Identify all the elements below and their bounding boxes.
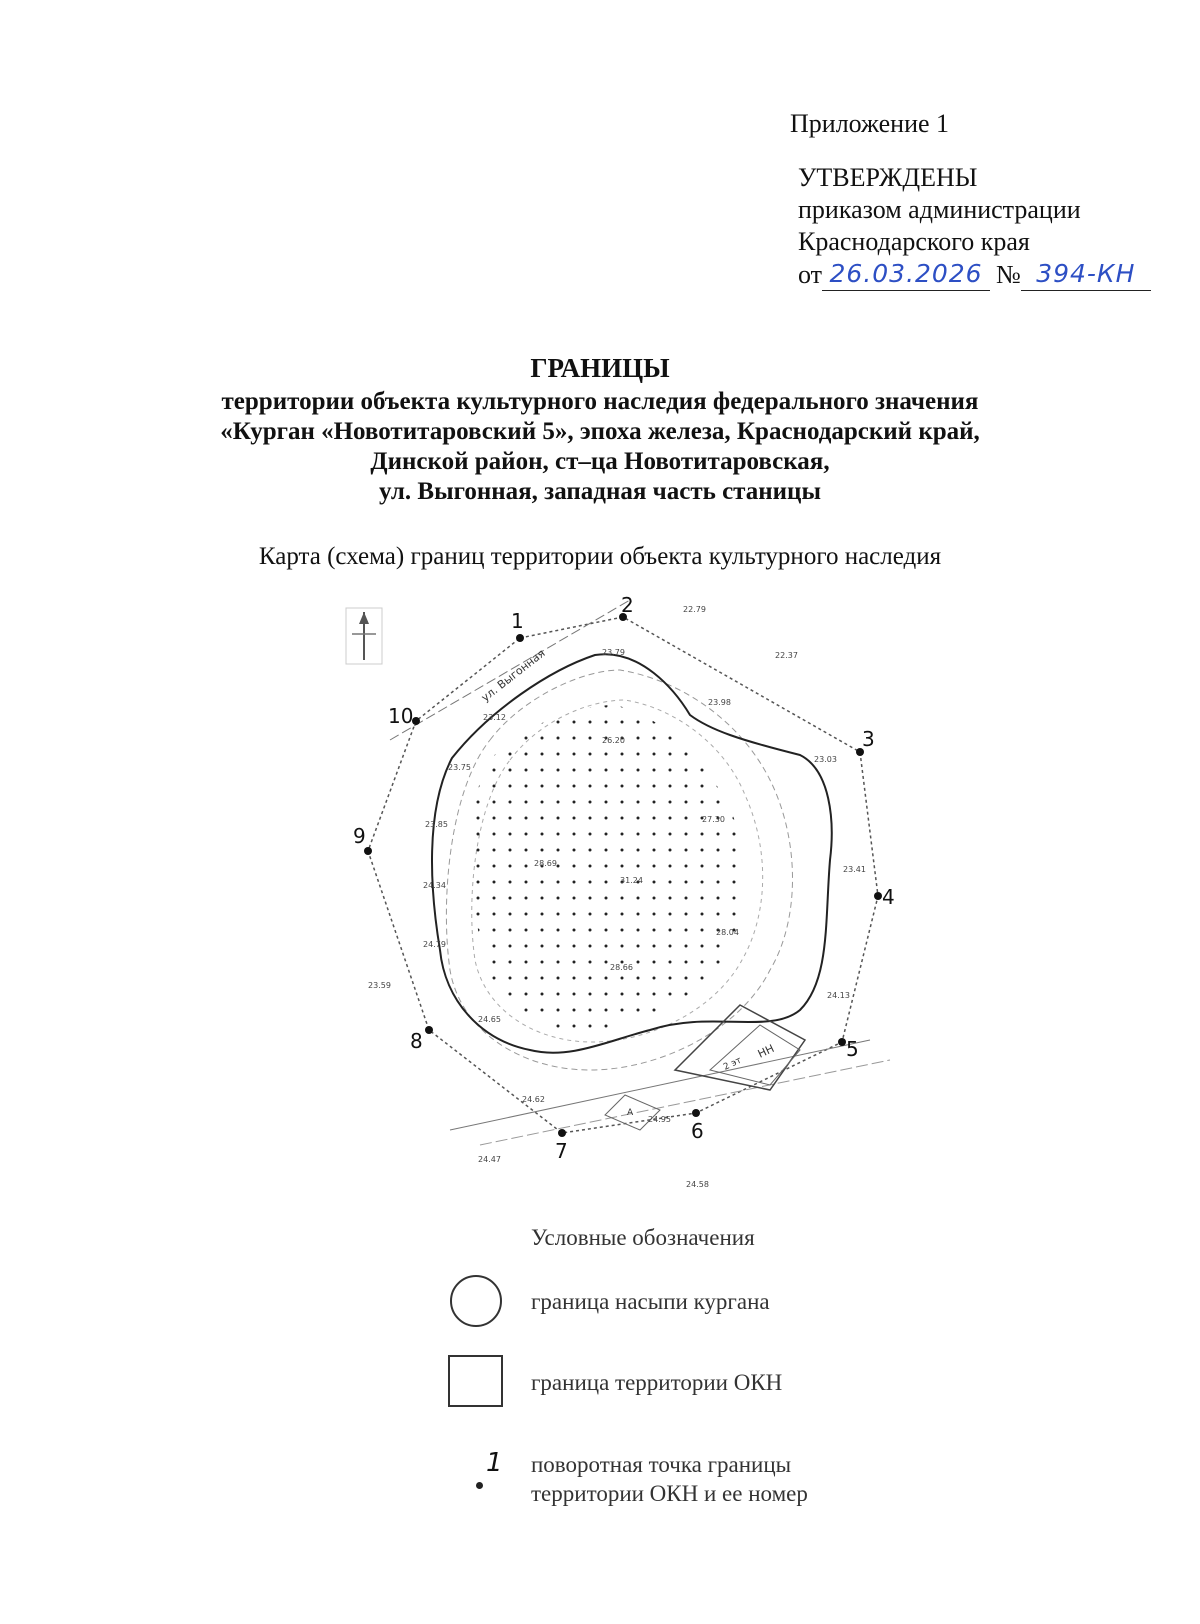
document-title: ГРАНИЦЫ xyxy=(530,353,670,383)
date-field xyxy=(822,258,990,291)
point-number: 9 xyxy=(353,824,366,848)
point-number: 3 xyxy=(862,727,875,751)
turning-point-dot xyxy=(692,1109,700,1117)
elevation-mark: 24.47 xyxy=(478,1155,501,1164)
turning-point-icon xyxy=(470,1448,510,1498)
elevation-mark: 24.58 xyxy=(686,1180,709,1189)
plot-label: 2 эт xyxy=(722,1055,744,1073)
elevation-mark: 24.95 xyxy=(648,1115,671,1124)
handwritten-number: 394-КН xyxy=(1036,259,1136,288)
point-number: 8 xyxy=(410,1029,423,1053)
elevation-mark: 23.85 xyxy=(425,820,448,829)
subtitle-line: Динской район, ст–ца Новотитаровская, xyxy=(370,448,830,475)
point-number: 4 xyxy=(882,885,895,909)
subtitle-line: «Курган «Новотитаровский 5», эпоха железа, Краснодарский край, xyxy=(220,418,980,445)
subtitle-line: территории объекта культурного наследия федерального значения xyxy=(221,388,979,415)
circle-icon xyxy=(450,1275,502,1327)
point-number: 5 xyxy=(846,1037,859,1061)
legend-title: Условные обозначения xyxy=(531,1225,755,1250)
approval-block xyxy=(790,108,1151,291)
point-number: 7 xyxy=(555,1139,568,1163)
elevation-mark: 22.79 xyxy=(683,605,706,614)
plot-label: НН xyxy=(755,1041,777,1061)
number-field xyxy=(1021,258,1151,291)
elevation-mark: 28.04 xyxy=(716,928,739,937)
approved-label: УТВЕРЖДЕНЫ xyxy=(798,163,978,192)
legend-label-point: поворотная точка границы территории ОКН и ее номер xyxy=(531,1452,808,1506)
turning-point-dot xyxy=(516,634,524,642)
point-number: 6 xyxy=(691,1119,704,1143)
turning-point-dot xyxy=(874,892,882,900)
elevation-mark: 27.30 xyxy=(702,815,725,824)
elevation-mark: 24.65 xyxy=(478,1015,501,1024)
turning-point-dot xyxy=(838,1038,846,1046)
legend-label-territory: граница территории ОКН xyxy=(531,1370,783,1395)
elevation-mark: 23.79 xyxy=(602,648,625,657)
elevation-mark: 24.62 xyxy=(522,1095,545,1104)
building-plot xyxy=(605,1005,805,1130)
elevation-mark: 24.13 xyxy=(827,991,850,1000)
square-icon xyxy=(448,1355,503,1407)
point-number: 1 xyxy=(511,609,524,633)
elevation-mark: 22.37 xyxy=(775,651,798,660)
elevation-mark: 28.66 xyxy=(610,963,633,972)
elevation-mark: 26.20 xyxy=(602,736,625,745)
elevation-mark: 23.03 xyxy=(814,755,837,764)
mound-interior xyxy=(472,705,746,1031)
appendix-label: Приложение 1 xyxy=(790,109,950,138)
document-subtitle xyxy=(0,387,1200,507)
subtitle-line: ул. Выгонная, западная часть станицы xyxy=(379,478,821,505)
date-prefix: от xyxy=(798,260,823,289)
elevation-mark: 23.12 xyxy=(483,713,506,722)
legend-label-mound: граница насыпи кургана xyxy=(531,1289,770,1314)
elevation-mark: 31.24 xyxy=(620,876,643,885)
map-caption: Карта (схема) границ территории объекта культурного наследия xyxy=(258,543,942,570)
point-number: 10 xyxy=(388,704,414,728)
turning-point-dot xyxy=(425,1026,433,1034)
handwritten-date: 26.03.2026 xyxy=(829,259,983,288)
approval-line-1: приказом администрации xyxy=(798,195,1081,224)
approval-line-2: Краснодарского края xyxy=(798,227,1030,256)
turning-point-icon-digit: 1 xyxy=(486,1448,503,1478)
turning-point-icon-dot xyxy=(476,1482,483,1489)
street-label: ул. Выгонная xyxy=(478,646,548,705)
north-arrow-icon xyxy=(346,608,382,664)
elevation-mark: 23.98 xyxy=(708,698,731,707)
elevation-mark: 24.34 xyxy=(423,881,446,890)
approval-date-row xyxy=(790,258,1151,291)
elevation-mark: 28.69 xyxy=(534,859,557,868)
turning-point-dot xyxy=(364,847,372,855)
elevation-mark: 23.59 xyxy=(368,981,391,990)
elevation-mark: 23.41 xyxy=(843,865,866,874)
elevation-mark: 24.79 xyxy=(423,940,446,949)
boundary-map xyxy=(330,590,930,1210)
number-prefix: № xyxy=(996,260,1021,289)
point-number: 2 xyxy=(621,593,634,617)
turning-point-dot xyxy=(558,1129,566,1137)
elevation-mark: 23.75 xyxy=(448,763,471,772)
plot-label: А xyxy=(627,1108,634,1118)
